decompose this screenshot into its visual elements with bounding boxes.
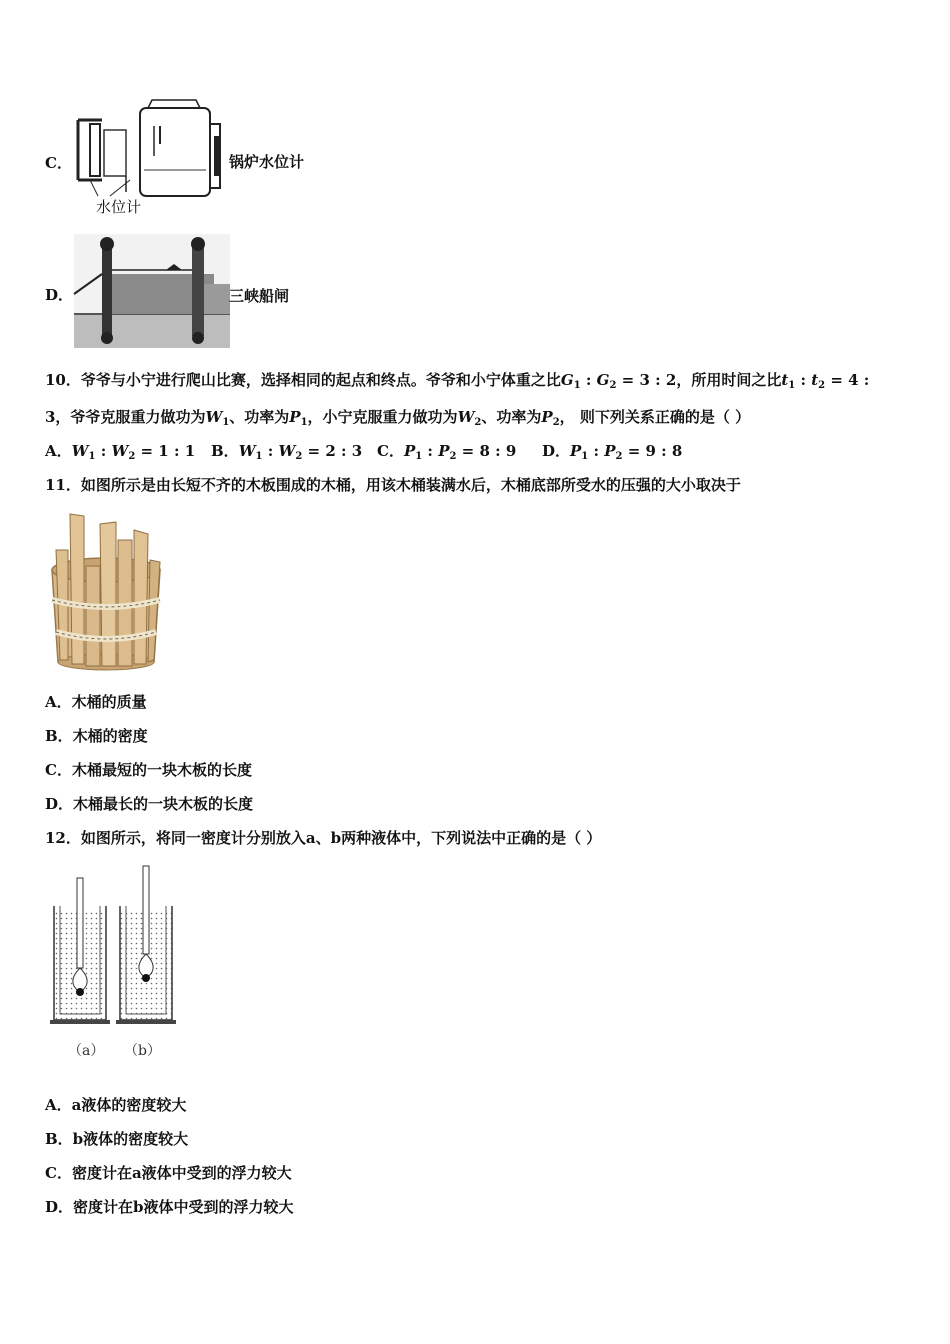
q10-line1: 10．爷爷与小宁进行爬山比赛，选择相同的起点和终点。爷爷和小宁体重之比$G_1$ : $G_2 = 3$ : 2，所用时间之比$t_1$ : $t_2 = 4$ : — [45, 371, 870, 391]
boiler-gauge-figure — [70, 96, 230, 218]
hydrometer-figure — [50, 862, 182, 1026]
q10-line2-b: ，小宁克服重力做功为 — [307, 408, 458, 426]
q11-option-a[interactable]: A．木桶的质量 — [45, 693, 147, 711]
q10-option-d-value: 9 : 8 — [645, 442, 683, 460]
q10-line2-a: 、功率为 — [229, 408, 290, 426]
fig-label-b: （b） — [124, 1043, 161, 1059]
q10-option-c-value: 8 : 9 — [479, 442, 517, 460]
q10-option-b-value: 2 : 3 — [325, 442, 363, 460]
q10-option-b[interactable]: B．$W_1$ : $W_2 = 2$ : 3 — [211, 442, 363, 462]
q11-option-d[interactable]: D．木桶最长的一块木板的长度 — [45, 795, 254, 813]
q12-option-b[interactable]: B．b液体的密度较大 — [45, 1130, 189, 1148]
q10-option-d[interactable]: D．$P_1$ : $P_2 = 9$ : 8 — [542, 442, 683, 462]
q11-option-b[interactable]: B．木桶的密度 — [45, 727, 148, 745]
water-gauge-sublabel: 水位计 — [96, 198, 142, 216]
option-c-letter: C． — [45, 154, 72, 172]
fig-label-a: （a） — [68, 1043, 105, 1059]
option-d-letter: D． — [45, 286, 74, 304]
q12-option-d[interactable]: D．密度计在b液体中受到的浮力较大 — [45, 1198, 294, 1216]
q10-option-c-letter: C． — [377, 442, 404, 460]
q10-line1-mid: ，所用时间之比 — [676, 371, 782, 389]
q10-option-d-letter: D． — [542, 442, 571, 460]
q10-ratio-t: 4 : — [848, 371, 870, 389]
q10-line2: 3，爷爷克服重力做功为$W_1$、功率为$P_1$，小宁克服重力做功为$W_2$、功率为$P_2$， 则下列关系正确的是（ ） — [45, 408, 751, 428]
q10-option-c[interactable]: C．$P_1$ : $P_2 = 8$ : 9 — [377, 442, 517, 462]
boiler-gauge-caption: 锅炉水位计 — [229, 153, 305, 171]
q12-option-c[interactable]: C．密度计在a液体中受到的浮力较大 — [45, 1164, 292, 1182]
q10-option-a-value: 1 : 1 — [158, 442, 196, 460]
wooden-barrel-figure — [46, 510, 166, 670]
q10-option-a[interactable]: A．$W_1$ : $W_2 = 1$ : 1 — [45, 442, 196, 462]
q10-option-a-letter: A． — [45, 442, 72, 460]
q10-line2-c: 、功率为 — [481, 408, 542, 426]
q10-line1-pre: 10．爷爷与小宁进行爬山比赛，选择相同的起点和终点。爷爷和小宁体重之比 — [45, 371, 561, 389]
q12-option-a[interactable]: A．a液体的密度较大 — [45, 1096, 187, 1114]
ship-lock-figure — [74, 234, 230, 348]
ship-lock-caption: 三峡船闸 — [229, 287, 290, 305]
q10-ratio-g: 3 : 2 — [639, 371, 677, 389]
q11-stem: 11．如图所示是由长短不齐的木板围成的木桶，用该木桶装满水后，木桶底部所受水的压强的大小取决于 — [45, 476, 741, 494]
q12-stem: 12．如图所示，将同一密度计分别放入a、b两种液体中，下列说法中正确的是（ ） — [45, 829, 602, 847]
q10-line2-d: ， 则下列关系正确的是（ ） — [559, 408, 751, 426]
q11-option-c[interactable]: C．木桶最短的一块木板的长度 — [45, 761, 252, 779]
q10-line2-pre: 3，爷爷克服重力做功为 — [45, 408, 206, 426]
q10-option-b-letter: B． — [211, 442, 239, 460]
